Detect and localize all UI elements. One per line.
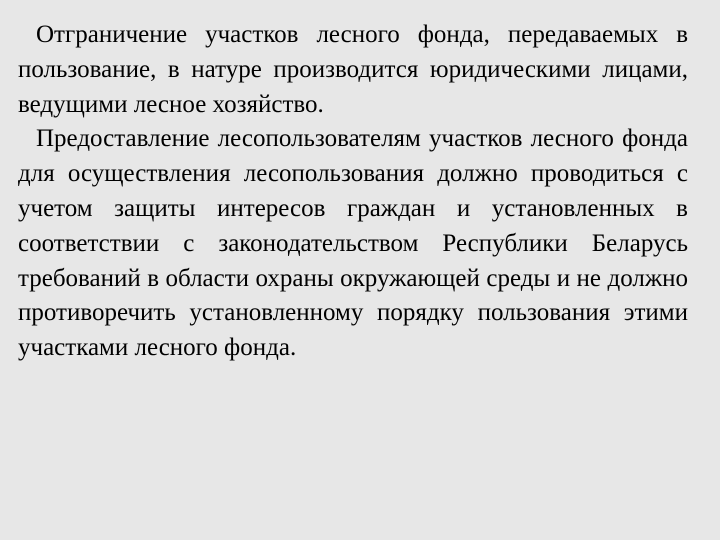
text-body (18, 18, 688, 366)
paragraph-land-demarcation: Отграничение участков лесного фонда, передаваемых в пользование, в натуре производится юридическими лицами, ведущими лесное хозяйство. (18, 21, 688, 118)
paragraph-provision-of-plots: Предоставление лесопользователям участков лесного фонда для осуществления лесопользования должно проводиться с учетом защиты интересов граждан и установленных в соответствии с законодательством Республики Беларусь требований в области охраны окружающей среды и не должно противоречить установленному порядку пользования этими участками лесного фонда. (18, 125, 688, 362)
